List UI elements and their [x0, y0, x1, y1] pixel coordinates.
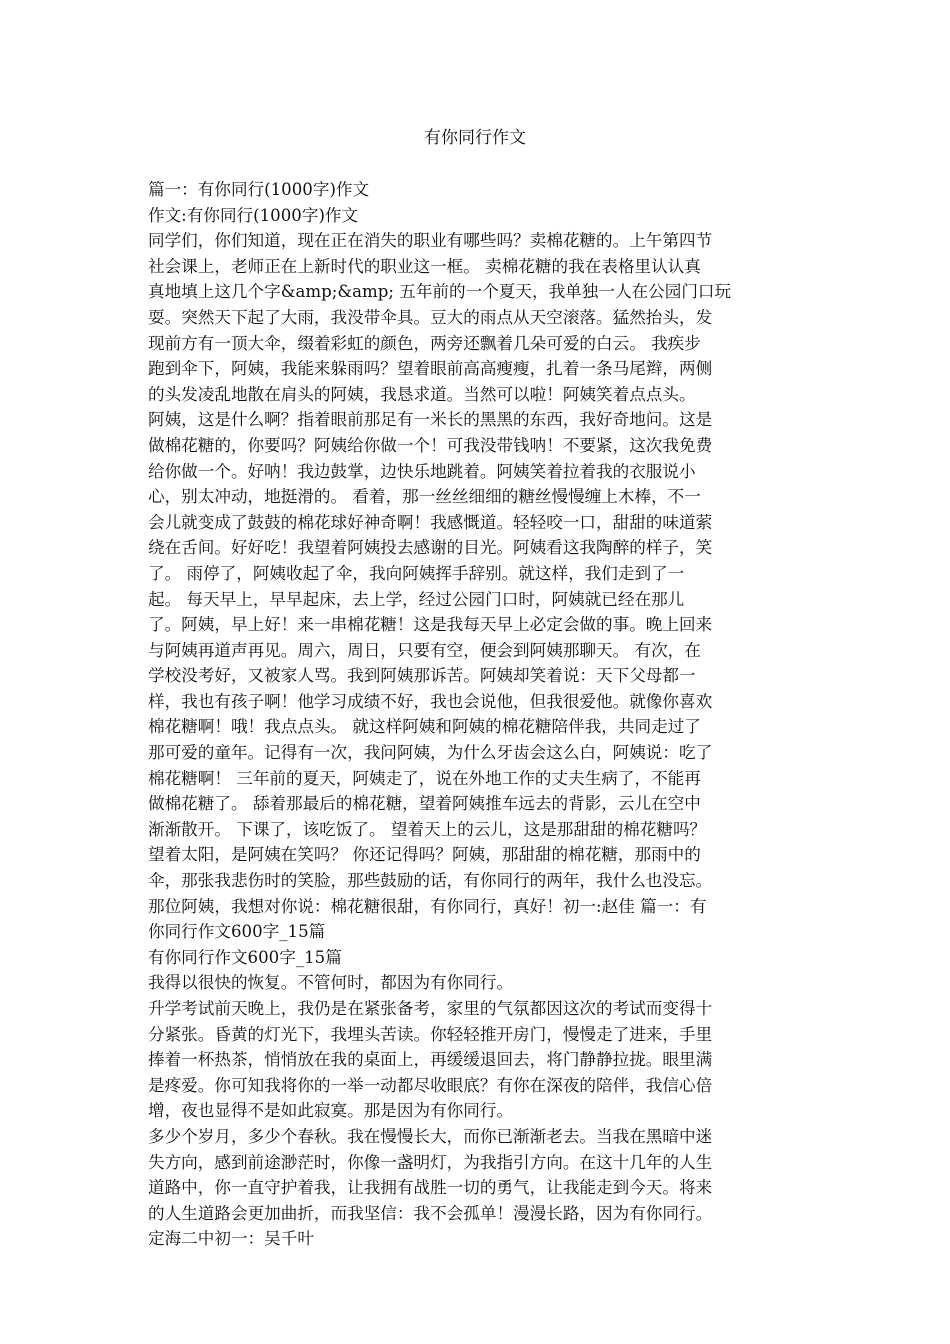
text-line: 棉花糖啊！ 三年前的夏天，阿姨走了，说在外地工作的丈夫生病了，不能再 — [148, 768, 701, 788]
text-line: 定海二中初一：吴千叶 — [148, 1229, 314, 1249]
text-line: 的人生道路会更加曲折，而我坚信：我不会孤单！漫漫长路，因为有你同行。 — [148, 1203, 713, 1223]
text-line: 了。 雨停了，阿姨收起了伞，我向阿姨挥手辞别。就这样，我们走到了一 — [148, 563, 685, 583]
text-line: 绕在舌间。好好吃！我望着阿姨投去感谢的目光。阿姨看这我陶醉的样子，笑 — [148, 538, 713, 558]
text-line: 升学考试前天晚上，我仍是在紧张备考，家里的气氛都因这次的考试而变得十 — [148, 999, 713, 1018]
text-line: 那位阿姨，我想对你说：棉花糖很甜，有你同行，真好！初一:赵佳 篇一：有 — [148, 896, 707, 916]
text-line: 跑到伞下，阿姨，我能来躲雨吗？望着眼前高高瘦瘦，扎着一条马尾辫，两侧 — [148, 359, 713, 379]
text-line: 起。 每天早上，早早起床，去上学，经过公园门口时，阿姨就已经在那儿 — [148, 589, 685, 609]
text-line: 现前方有一顶大伞，缀着彩虹的颜色，两旁还飘着几朵可爱的白云。 我疾步 — [148, 333, 701, 353]
text-line: 与阿姨再道声再见。周六，周日，只要有空，便会到阿姨那聊天。 有次，在 — [148, 640, 701, 660]
text-line: 学校没考好，又被家人骂。我到阿姨那诉苦。阿姨却笑着说：天下父母都一 — [148, 666, 696, 686]
text-line: 的头发凌乱地散在肩头的阿姨，我恳求道。当然可以啦！阿姨笑着点点头。 — [148, 384, 696, 404]
text-line: 会儿就变成了鼓鼓的棉花球好神奇啊！我感慨道。轻轻咬一口，甜甜的味道萦 — [148, 512, 713, 532]
text-line: 篇一：有你同行(1000字)作文 — [148, 180, 370, 199]
document-title: 有你同行作文 — [424, 128, 526, 148]
text-line: 增，夜也显得不是如此寂寞。那是因为有你同行。 — [148, 1101, 514, 1121]
text-line: 社会课上，老师正在上新时代的职业这一框。 卖棉花糖的我在表格里认认真 — [148, 256, 701, 276]
text-line: 做棉花糖了。 舔着那最后的棉花糖，望着阿姨推车远去的背影，云儿在空中 — [148, 794, 701, 814]
text-line: 是疼爱。你可知我将你的一举一动都尽收眼底？有你在深夜的陪伴，我信心倍 — [148, 1075, 713, 1095]
text-line: 那可爱的童年。记得有一次，我问阿姨，为什么牙齿会这么白，阿姨说：吃了 — [148, 743, 713, 763]
text-line: 道路中，你一直守护着我，让我拥有战胜一切的勇气，让我能走到今天。将来 — [148, 1178, 713, 1198]
text-line: 了。阿姨，早上好！来一串棉花糖！这是我每天早上必定会做的事。晚上回来 — [148, 615, 713, 635]
text-line: 分紧张。昏黄的灯光下，我埋头苦读。你轻轻推开房门，慢慢走了进来，手里 — [148, 1024, 713, 1044]
text-line: 望着太阳，是阿姨在笑吗？ 你还记得吗？阿姨，那甜甜的棉花糖，那雨中的 — [148, 845, 701, 865]
text-line: 真地填上这几个字&amp;&amp; 五年前的一个夏天，我单独一人在公园门口玩 — [148, 282, 732, 302]
text-line: 渐渐散开。 下课了，该吃饭了。 望着天上的云儿，这是那甜甜的棉花糖吗？ — [148, 819, 707, 839]
text-line: 同学们，你们知道，现在正在消失的职业有哪些吗？卖棉花糖的。上午第四节 — [148, 231, 713, 251]
text-line: 心，别太冲动，地挺滑的。 看着，那一丝丝细细的糖丝慢慢缠上木棒，不一 — [148, 487, 701, 507]
text-line: 伞，那张我悲伤时的笑脸，那些鼓励的话，有你同行的两年，我什么也没忘。 — [148, 871, 713, 891]
text-line: 阿姨，这是什么啊？指着眼前那足有一米长的黑黑的东西，我好奇地问。这是 — [148, 410, 713, 430]
text-line: 给你做一个。好呐！我边鼓掌，边快乐地跳着。阿姨笑着拉着我的衣服说小 — [148, 461, 696, 481]
document-body — [148, 177, 798, 1252]
text-line: 做棉花糖的，你要吗？阿姨给你做一个！可我没带钱呐！不要紧，这次我免费 — [148, 435, 713, 455]
text-line: 失方向，感到前途渺茫时，你像一盏明灯，为我指引方向。在这十几年的人生 — [148, 1152, 713, 1172]
text-line: 棉花糖啊！哦！我点点头。 就这样阿姨和阿姨的棉花糖陪伴我，共同走过了 — [148, 717, 701, 737]
text-line: 我得以很快的恢复。不管何时，都因为有你同行。 — [148, 973, 514, 993]
text-line: 有你同行作文600字_15篇 — [148, 947, 342, 967]
text-line: 你同行作文600字_15篇 — [148, 922, 326, 942]
text-line: 多少个岁月，多少个春秋。我在慢慢长大，而你已渐渐老去。当我在黑暗中迷 — [148, 1126, 713, 1146]
text-line: 样，我也有孩子啊！他学习成绩不好，我也会说他，但我很爱他。就像你喜欢 — [148, 691, 713, 711]
text-line: 捧着一杯热茶，悄悄放在我的桌面上，再缓缓退回去，将门静静拉拢。眼里满 — [148, 1050, 713, 1070]
text-line: 耍。突然天下起了大雨，我没带伞具。豆大的雨点从天空滚落。猛然抬头，发 — [148, 307, 713, 327]
text-line: 作文:有你同行(1000字)作文 — [148, 205, 359, 225]
